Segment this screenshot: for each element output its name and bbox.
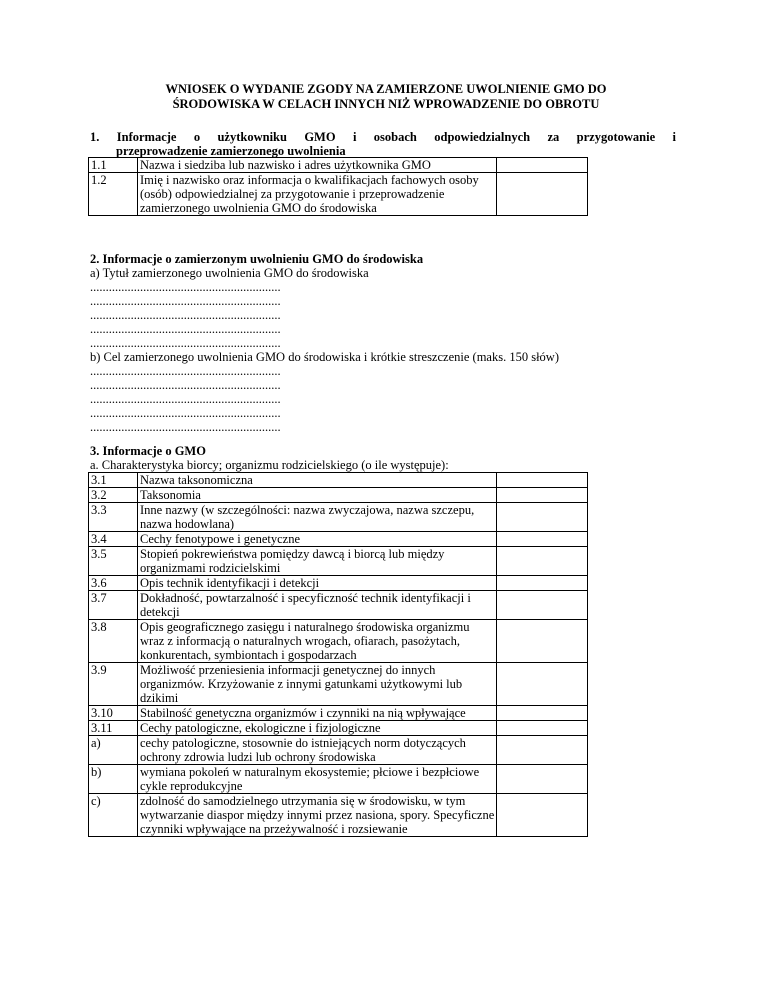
table-row — [89, 173, 588, 216]
row-number: 1.2 — [89, 173, 138, 216]
row-text: Opis geograficznego zasięgu i naturalnego środowiska organizmu wraz z informacją o naturalnych wrogach, ofiarach, pasożytach, konkurentach, symbiontach i gospodarzach — [138, 620, 497, 663]
section-1-table — [88, 157, 588, 216]
dotted-line[interactable]: ............................................................. — [90, 308, 281, 322]
dotted-line[interactable]: ............................................................. — [90, 378, 281, 392]
answer-cell[interactable] — [497, 503, 588, 532]
row-text: zdolność do samodzielnego utrzymania się w środowisku, w tym wytwarzanie diaspor między innymi przez nasiona, spory. Specyficzne czynniki wpływające na przeżywalność i rozsiewanie — [138, 794, 497, 837]
row-text: Inne nazwy (w szczególności: nazwa zwyczajowa, nazwa szczepu, nazwa hodowlana) — [138, 503, 497, 532]
section-2a-label: a) Tytuł zamierzonego uwolnienia GMO do środowiska — [90, 266, 369, 280]
answer-cell[interactable] — [497, 547, 588, 576]
answer-cell[interactable] — [497, 721, 588, 736]
section-1-heading: 1. Informacje o użytkowniku GMO i osobach odpowiedzialnych za przygotowanie i — [90, 130, 676, 144]
row-text: Imię i nazwisko oraz informacja o kwalifikacjach fachowych osoby (osób) odpowiedzialnej za przygotowanie i przeprowadzenie zamierzonego uwolnienia GMO do środowiska — [138, 173, 497, 216]
answer-cell[interactable] — [497, 620, 588, 663]
table-row — [89, 765, 588, 794]
row-number: 3.11 — [89, 721, 138, 736]
row-number: 3.1 — [89, 473, 138, 488]
row-number: c) — [89, 794, 138, 837]
row-text: Nazwa taksonomiczna — [138, 473, 497, 488]
answer-cell[interactable] — [497, 173, 588, 216]
answer-cell[interactable] — [497, 663, 588, 706]
row-text: Cechy patologiczne, ekologiczne i fizjologiczne — [138, 721, 497, 736]
row-number: a) — [89, 736, 138, 765]
table-row — [89, 473, 588, 488]
row-text: Stopień pokrewieństwa pomiędzy dawcą i biorcą lub między organizmami rodzicielskimi — [138, 547, 497, 576]
section-3-heading: 3. Informacje o GMO — [90, 444, 206, 458]
section-3-table — [88, 472, 588, 837]
answer-cell[interactable] — [497, 706, 588, 721]
table-row — [89, 488, 588, 503]
table-row — [89, 532, 588, 547]
row-text: Stabilność genetyczna organizmów i czynniki na nią wpływające — [138, 706, 497, 721]
dotted-line[interactable]: ............................................................. — [90, 364, 281, 378]
table-row — [89, 158, 588, 173]
row-number: 3.4 — [89, 532, 138, 547]
section-1-heading-cont: przeprowadzenie zamierzonego uwolnienia — [116, 144, 346, 158]
row-text: Cechy fenotypowe i genetyczne — [138, 532, 497, 547]
title-line-2: ŚRODOWISKA W CELACH INNYCH NIŻ WPROWADZENIE DO OBROTU — [172, 97, 600, 111]
table-row — [89, 576, 588, 591]
answer-cell[interactable] — [497, 488, 588, 503]
title-line-1: WNIOSEK O WYDANIE ZGODY NA ZAMIERZONE UWOLNIENIE GMO DO — [165, 82, 607, 96]
row-text: wymiana pokoleń w naturalnym ekosystemie; płciowe i bezpłciowe cykle reprodukcyjne — [138, 765, 497, 794]
section-2-heading: 2. Informacje o zamierzonym uwolnieniu GMO do środowiska — [90, 252, 424, 266]
row-text: Opis technik identyfikacji i detekcji — [138, 576, 497, 591]
row-number: 3.3 — [89, 503, 138, 532]
table-row — [89, 620, 588, 663]
table-row — [89, 706, 588, 721]
dotted-line[interactable]: ............................................................. — [90, 322, 281, 336]
row-number: b) — [89, 765, 138, 794]
table-row — [89, 663, 588, 706]
row-text: cechy patologiczne, stosownie do istniejących norm dotyczących ochrony zdrowia ludzi lub ochrony środowiska — [138, 736, 497, 765]
dotted-line[interactable]: ............................................................. — [90, 406, 281, 420]
answer-cell[interactable] — [497, 736, 588, 765]
dotted-line[interactable]: ............................................................. — [90, 336, 281, 350]
section-3a-label: a. Charakterystyka biorcy; organizmu rodzicielskiego (o ile występuje): — [90, 458, 449, 472]
table-row — [89, 736, 588, 765]
dotted-line[interactable]: ............................................................. — [90, 280, 281, 294]
row-number: 3.8 — [89, 620, 138, 663]
answer-cell[interactable] — [497, 473, 588, 488]
answer-cell[interactable] — [497, 532, 588, 547]
row-number: 3.2 — [89, 488, 138, 503]
row-text: Dokładność, powtarzalność i specyficzność technik identyfikacji i detekcji — [138, 591, 497, 620]
table-row — [89, 547, 588, 576]
row-number: 3.6 — [89, 576, 138, 591]
row-number: 3.7 — [89, 591, 138, 620]
row-text: Nazwa i siedziba lub nazwisko i adres użytkownika GMO — [138, 158, 497, 173]
table-row — [89, 503, 588, 532]
row-number: 3.10 — [89, 706, 138, 721]
dotted-line[interactable]: ............................................................. — [90, 392, 281, 406]
row-number: 3.9 — [89, 663, 138, 706]
answer-cell[interactable] — [497, 576, 588, 591]
row-text: Taksonomia — [138, 488, 497, 503]
table-row — [89, 721, 588, 736]
row-number: 1.1 — [89, 158, 138, 173]
answer-cell[interactable] — [497, 591, 588, 620]
answer-cell[interactable] — [497, 765, 588, 794]
section-2b-label: b) Cel zamierzonego uwolnienia GMO do środowiska i krótkie streszczenie (maks. 150 słów) — [90, 350, 559, 364]
table-row — [89, 794, 588, 837]
document-title — [88, 82, 684, 112]
row-number: 3.5 — [89, 547, 138, 576]
dotted-line[interactable]: ............................................................. — [90, 420, 281, 434]
row-text: Możliwość przeniesienia informacji genetycznej do innych organizmów. Krzyżowanie z innymi gatunkami użytkowymi lub dzikimi — [138, 663, 497, 706]
dotted-line[interactable]: ............................................................. — [90, 294, 281, 308]
answer-cell[interactable] — [497, 794, 588, 837]
answer-cell[interactable] — [497, 158, 588, 173]
table-row — [89, 591, 588, 620]
